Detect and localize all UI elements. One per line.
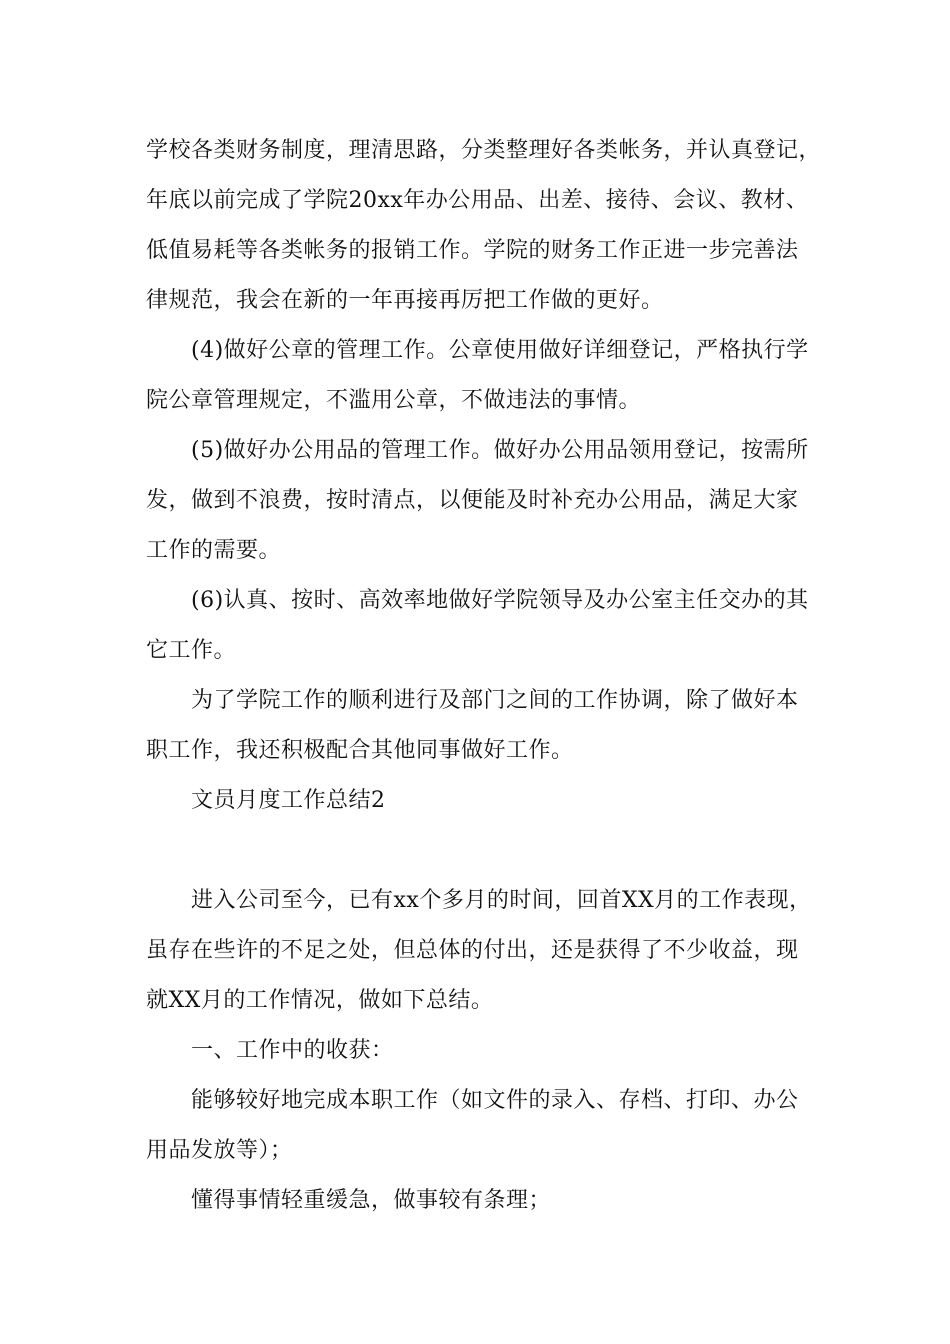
text-line: 它工作。 xyxy=(146,638,237,663)
paragraph-item-5: (5)做好办公用品的管理工作。做好办公用品领用登记，按需所 xyxy=(191,438,809,463)
subsection-heading: 一、工作中的收获： xyxy=(191,1038,394,1063)
text-line: 发，做到不浪费，按时清点，以便能及时补充办公用品，满足大家 xyxy=(146,488,799,513)
text-line: 学校各类财务制度，理清思路，分类整理好各类帐务，并认真登记， xyxy=(146,138,822,163)
paragraph-item-4: (4)做好公章的管理工作。公章使用做好详细登记，严格执行学 xyxy=(191,338,809,363)
paragraph-item-6: (6)认真、按时、高效率地做好学院领导及办公室主任交办的其 xyxy=(191,588,809,613)
text-line: 院公章管理规定，不滥用公章，不做违法的事情。 xyxy=(146,388,642,413)
paragraph-start: 为了学院工作的顺利进行及部门之间的工作协调，除了做好本 xyxy=(191,688,799,713)
section-title: 文员月度工作总结2 xyxy=(191,788,386,813)
text-line: 工作的需要。 xyxy=(146,538,282,563)
text-line: 职工作，我还积极配合其他同事做好工作。 xyxy=(146,738,574,763)
text-line: 用品发放等）； xyxy=(146,1138,293,1163)
text-line: 年底以前完成了学院20xx年办公用品、出差、接待、会议、教材、 xyxy=(146,188,809,213)
text-line: 就XX月的工作情况，做如下总结。 xyxy=(146,988,494,1013)
paragraph-start: 进入公司至今，已有xx个多月的时间，回首XX月的工作表现， xyxy=(191,888,812,913)
text-line: 律规范，我会在新的一年再接再厉把工作做的更好。 xyxy=(146,288,664,313)
paragraph-start: 能够较好地完成本职工作（如文件的录入、存档、打印、办公 xyxy=(191,1088,799,1113)
text-line: 低值易耗等各类帐务的报销工作。学院的财务工作正进一步完善法 xyxy=(146,238,799,263)
text-line: 虽存在些许的不足之处，但总体的付出，还是获得了不少收益，现 xyxy=(146,938,799,963)
paragraph-start: 懂得事情轻重缓急，做事较有条理； xyxy=(191,1188,552,1213)
